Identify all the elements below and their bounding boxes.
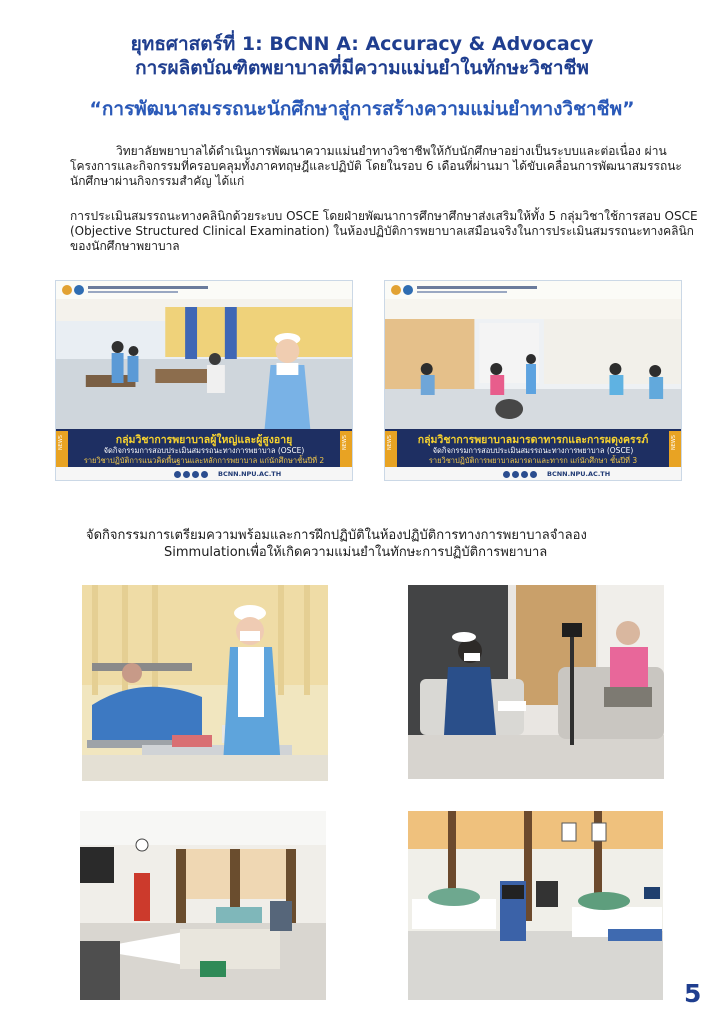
youtube-icon	[192, 471, 199, 478]
section-quote-heading: “การพัฒนาสมรรถนะนักศึกษาสู่การสร้างความแม่นยำทางวิชาชีพ”	[89, 98, 635, 120]
college-logo-icon	[62, 285, 72, 295]
simulation-line-1: จัดกิจกรรมการเตรียมความพร้อมและการฝึกปฏิบัติในห้องปฏิบัติการทางการพยาบาลจำลอง	[86, 528, 587, 543]
simulation-paragraph	[86, 527, 646, 561]
photo-nurse-bedside-simulation	[82, 585, 328, 781]
college-logo-icon	[391, 285, 401, 295]
line-icon	[201, 471, 208, 478]
poster-header	[385, 281, 681, 299]
poster-heading: กลุ่มวิชาการพยาบาลผู้ใหญ่และผู้สูงอายุ	[115, 434, 293, 446]
poster-header	[56, 281, 352, 299]
poster-url: BCNN.NPU.AC.TH	[218, 470, 282, 478]
strategy-title: ยุทธศาสตร์ที่ 1: BCNN A: Accuracy & Advocacy	[130, 33, 594, 55]
facebook-icon	[503, 471, 510, 478]
osce-poster-maternal-nursing	[384, 280, 682, 481]
simulation-line-2: Simmulationเพื่อให้เกิดความแม่นยำในทักษะการปฏิบัติการพยาบาล	[164, 545, 548, 560]
poster-caption-band	[385, 429, 681, 467]
poster-side-tab: NEWS	[385, 431, 397, 467]
poster-course-line: รายวิชาปฏิบัติการแนวคิดพื้นฐานและหลักการพยาบาล แก่นักศึกษาชั้นปีที่ 2	[83, 456, 325, 465]
poster-side-tab: NEWS	[56, 431, 68, 467]
line-icon	[530, 471, 537, 478]
photo-simulation-ward-wide	[80, 811, 326, 1000]
poster-side-tab: NEWS	[669, 431, 681, 467]
poster-heading: กลุ่มวิชาการพยาบาลมารดาทารกและการผดุงครรภ์	[417, 434, 649, 446]
poster-url: BCNN.NPU.AC.TH	[547, 470, 611, 478]
intro-paragraph: วิทยาลัยพยาบาลได้ดำเนินการพัฒนาความแม่นยำทางวิชาชีพให้กับนักศึกษาอย่างเป็นระบบและต่อเนื่อง ผ่านโครงการและกิจกรรมที่ครอบคลุมทั้งภาคทฤษฎีและปฏิบัติ โดยในรอบ 6 เดือนที่ผ่านมา ได้ขับเคลื่อนการพัฒนาสมรรถนะนักศึกษาผ่านกิจกรรมสำคัญ ได้แก่	[70, 144, 682, 188]
facebook-icon	[174, 471, 181, 478]
poster-course-line: รายวิชาปฏิบัติการพยาบาลมารดาและทารก แก่นักศึกษา ชั้นปีที่ 3	[428, 456, 638, 465]
poster-photo-maternal-lab	[385, 299, 681, 429]
poster-caption-band	[56, 429, 352, 467]
strategy-subtitle: การผลิตบัณฑิตพยาบาลที่มีความแม่นยำในทักษะวิชาชีพ	[135, 57, 589, 79]
instagram-icon	[512, 471, 519, 478]
osce-paragraph: การประเมินสมรรถนะทางคลินิกด้วยระบบ OSCE โดยฝ่ายพัฒนาการศึกษาศึกษาส่งเสริมให้ทั้ง 5 กลุ่มวิชาใช้การสอบ OSCE (Objective Structured Clinical Examination) ในห้องปฏิบัติการพยาบาลเสมือนจริงในการประเมินสมรรถนะทางคลินิกของนักศึกษาพยาบาล	[70, 209, 698, 253]
osce-poster-adult-nursing	[55, 280, 353, 481]
poster-footer	[385, 467, 681, 481]
youtube-icon	[521, 471, 528, 478]
page-number: 5	[684, 979, 702, 1008]
university-logo-icon	[403, 285, 413, 295]
poster-side-tab: NEWS	[340, 431, 352, 467]
poster-footer	[56, 467, 352, 481]
instagram-icon	[183, 471, 190, 478]
poster-activity-line: จัดกิจกรรมการสอบประเมินสมรรถนะทางการพยาบาล (OSCE)	[432, 446, 634, 455]
poster-photo-exam-room	[56, 299, 352, 429]
university-logo-icon	[74, 285, 84, 295]
photo-student-patient-interview	[408, 585, 664, 779]
photo-hospital-beds-manikins	[408, 811, 663, 1000]
poster-activity-line: จัดกิจกรรมการสอบประเมินสมรรถนะทางการพยาบาล (OSCE)	[103, 446, 305, 455]
